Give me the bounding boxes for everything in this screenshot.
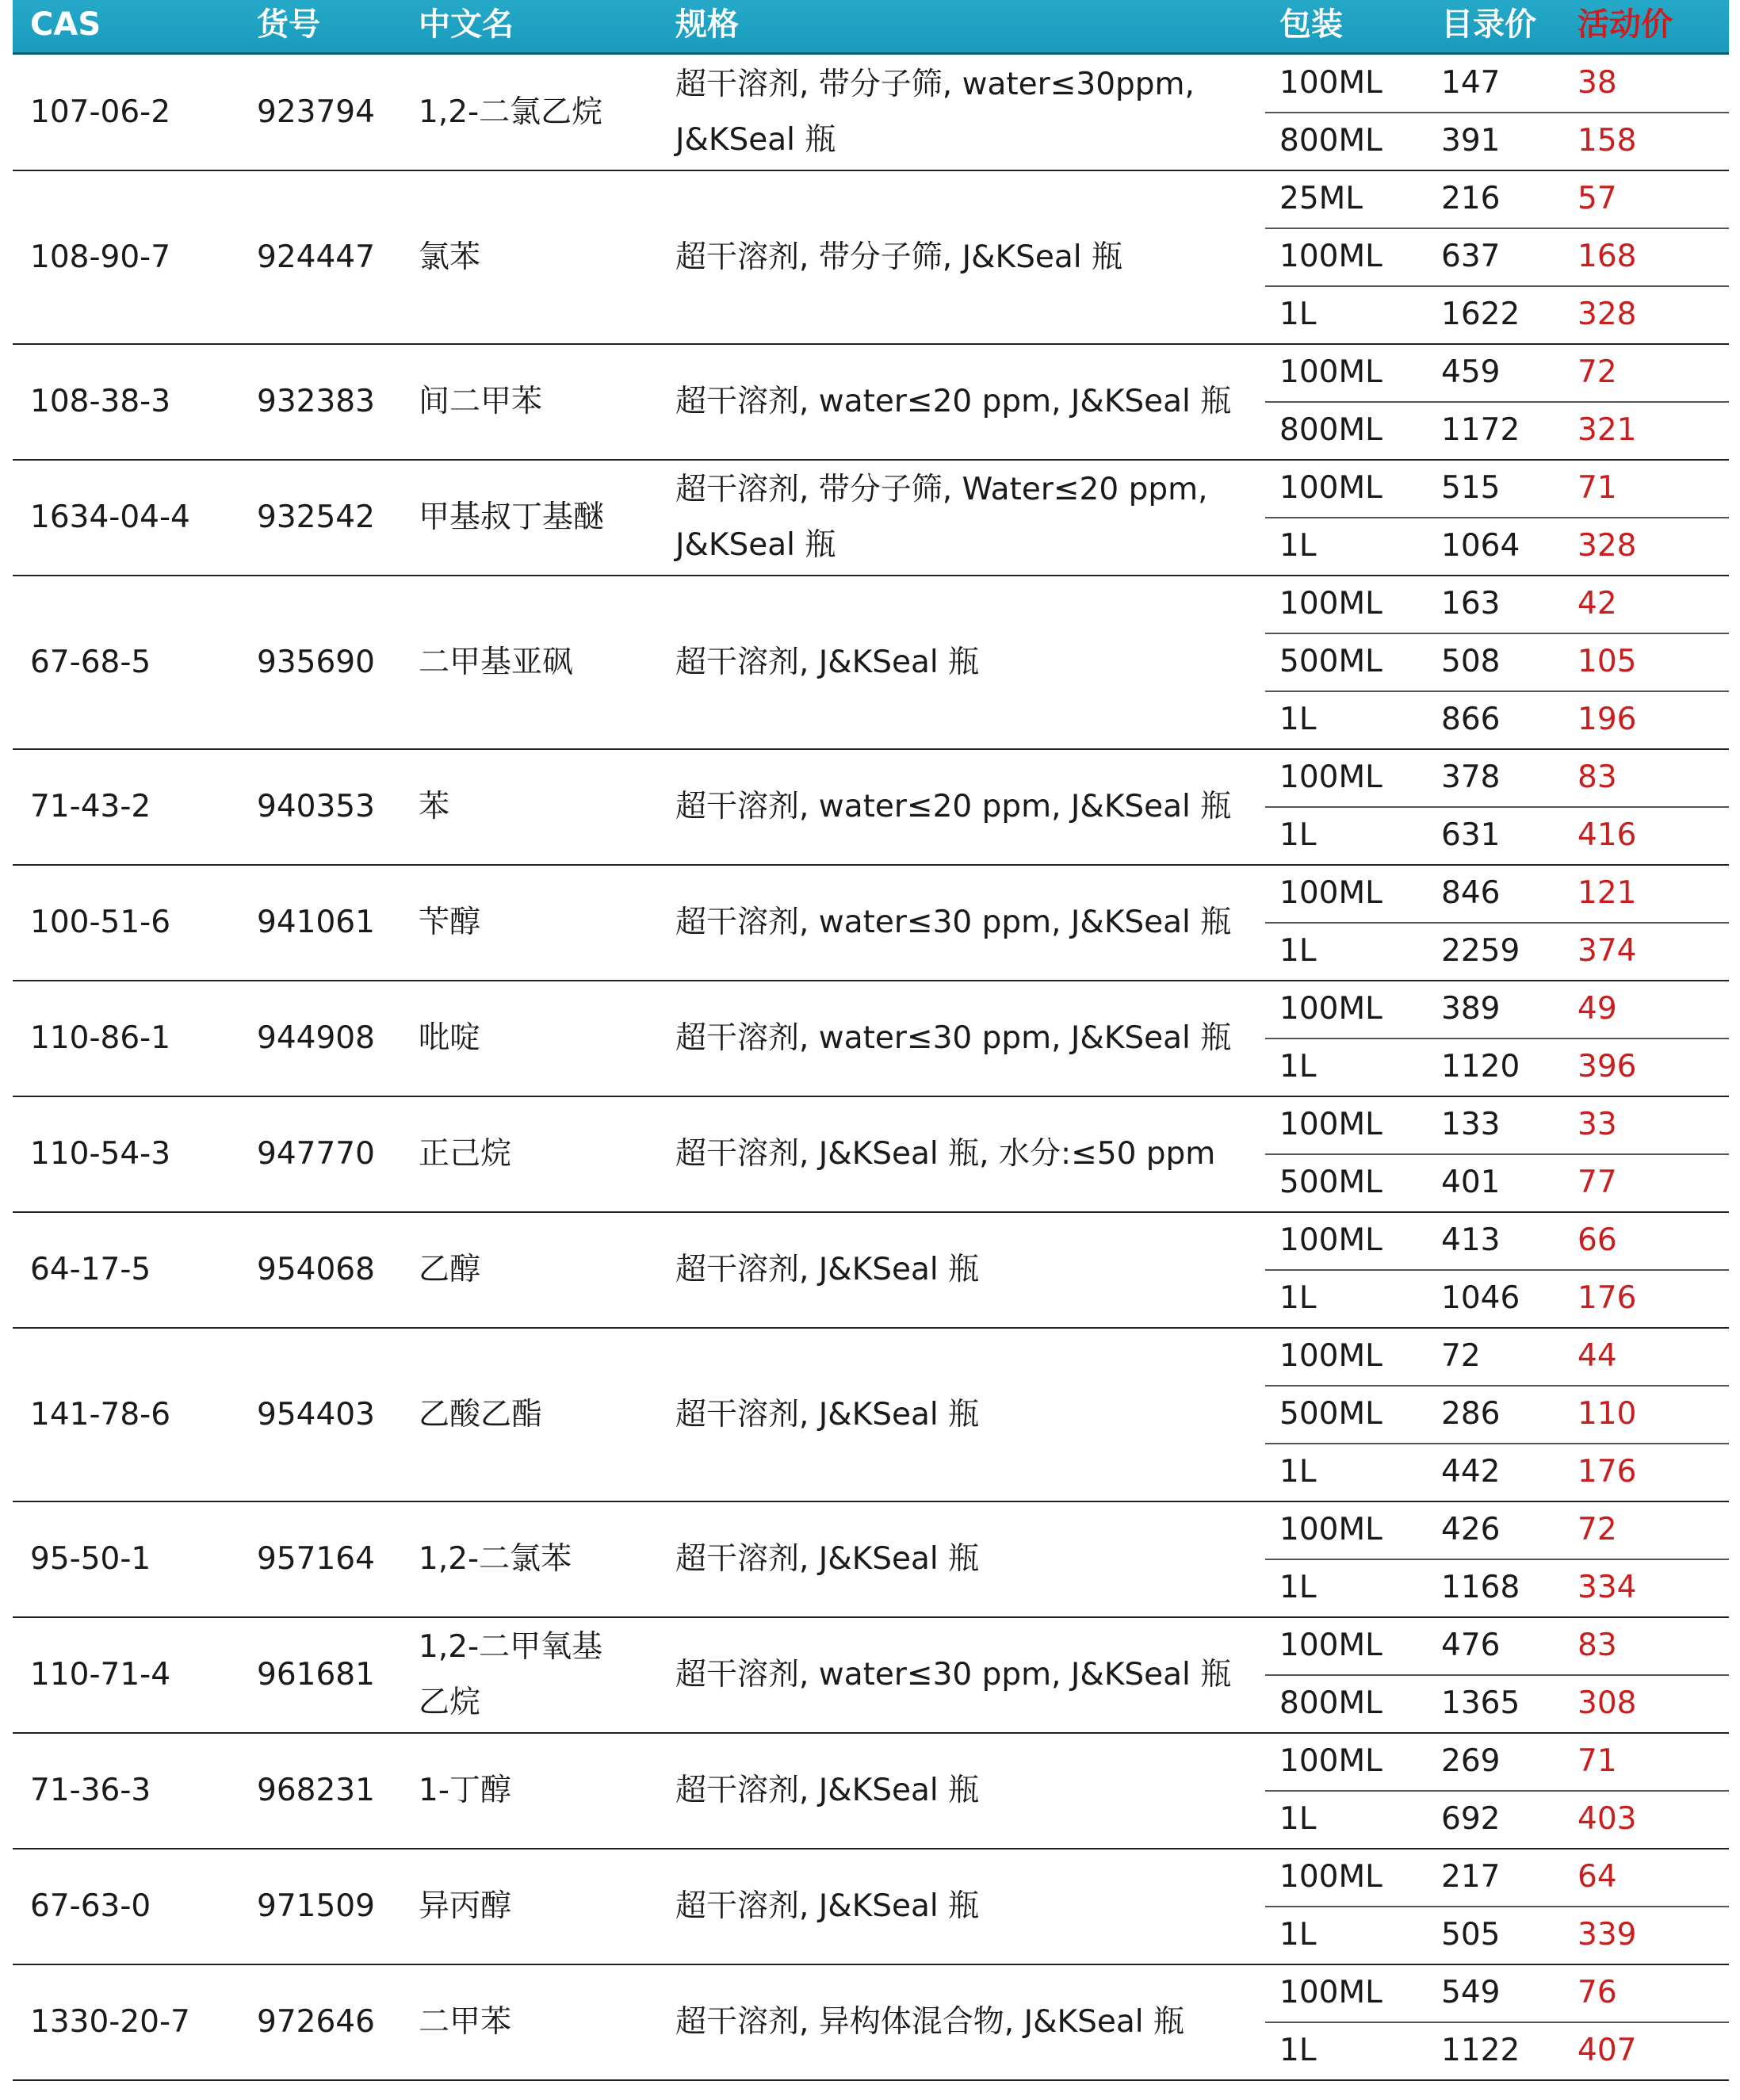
item-number: 932383	[257, 384, 375, 419]
cas-number: 108-90-7	[30, 239, 171, 275]
header-cn-name: 中文名	[419, 6, 514, 43]
list-price: 1365	[1441, 1685, 1520, 1721]
package-size: 100ML	[1279, 1859, 1382, 1895]
package-size: 800ML	[1279, 1685, 1382, 1721]
item-number: 954403	[257, 1396, 375, 1433]
header-item-no: 货号	[257, 6, 320, 43]
list-price: 549	[1441, 1975, 1501, 2010]
specification: 超干溶剂, water≤30 ppm, J&KSeal 瓶	[675, 905, 1232, 940]
header-cas: CAS	[30, 6, 101, 43]
cas-number: 110-54-3	[30, 1136, 171, 1172]
promo-price: 308	[1577, 1685, 1637, 1721]
list-price: 1046	[1441, 1280, 1520, 1316]
row-divider	[13, 2079, 1729, 2081]
item-number: 961681	[257, 1657, 375, 1693]
item-number: 923794	[257, 94, 375, 130]
promo-price: 44	[1577, 1338, 1617, 1374]
item-number: 935690	[257, 644, 375, 680]
specification: 超干溶剂, J&KSeal 瓶, 水分:≤50 ppm	[675, 1136, 1216, 1172]
cas-number: 67-63-0	[30, 1888, 151, 1924]
promo-price: 72	[1577, 1512, 1617, 1547]
promo-price: 83	[1577, 759, 1617, 795]
item-number: 944908	[257, 1020, 375, 1056]
promo-price: 72	[1577, 354, 1617, 390]
chinese-name: 苯	[419, 789, 450, 824]
promo-price: 396	[1577, 1049, 1637, 1084]
specification: 超干溶剂, 带分子筛, water≤30ppm,	[675, 67, 1195, 102]
specification: 超干溶剂, J&KSeal 瓶	[675, 1541, 980, 1577]
chinese-name: 1-丁醇	[419, 1773, 511, 1808]
promo-price: 416	[1577, 817, 1637, 853]
cas-number: 108-38-3	[30, 384, 171, 419]
promo-price: 339	[1577, 1917, 1637, 1953]
item-number: 954068	[257, 1252, 375, 1287]
promo-price: 66	[1577, 1222, 1617, 1258]
list-price: 508	[1441, 644, 1501, 679]
promo-price: 105	[1577, 644, 1637, 679]
specification: 超干溶剂, 带分子筛, Water≤20 ppm,	[675, 472, 1208, 507]
list-price: 442	[1441, 1454, 1501, 1490]
package-size: 100ML	[1279, 875, 1382, 911]
list-price: 413	[1441, 1222, 1501, 1258]
cas-number: 110-71-4	[30, 1657, 171, 1693]
package-size: 1L	[1279, 933, 1317, 969]
list-price: 426	[1441, 1512, 1501, 1547]
promo-price: 168	[1577, 239, 1637, 274]
item-number: 968231	[257, 1773, 375, 1808]
specification: 超干溶剂, water≤30 ppm, J&KSeal 瓶	[675, 1657, 1232, 1693]
package-size: 100ML	[1279, 1512, 1382, 1547]
list-price: 1168	[1441, 1570, 1520, 1605]
list-price: 2259	[1441, 933, 1520, 969]
specification: 超干溶剂, J&KSeal 瓶	[675, 1773, 980, 1808]
promo-price: 374	[1577, 933, 1637, 969]
cas-number: 64-17-5	[30, 1252, 151, 1287]
cas-number: 1330-20-7	[30, 2004, 190, 2040]
package-size: 100ML	[1279, 1743, 1382, 1779]
package-size: 1L	[1279, 1454, 1317, 1490]
promo-price: 77	[1577, 1165, 1617, 1200]
package-size: 1L	[1279, 1280, 1317, 1316]
list-price: 216	[1441, 181, 1501, 216]
specification: 超干溶剂, water≤20 ppm, J&KSeal 瓶	[675, 384, 1232, 419]
chinese-name: 间二甲苯	[419, 384, 543, 419]
promo-price: 176	[1577, 1454, 1637, 1490]
promo-price: 403	[1577, 1801, 1637, 1837]
chinese-name: 苄醇	[419, 905, 481, 940]
promo-price: 57	[1577, 181, 1617, 216]
promo-price: 110	[1577, 1396, 1637, 1432]
list-price: 1622	[1441, 296, 1520, 332]
specification: 超干溶剂, water≤20 ppm, J&KSeal 瓶	[675, 789, 1232, 824]
package-size: 100ML	[1279, 239, 1382, 274]
package-size: 100ML	[1279, 1107, 1382, 1142]
list-price: 459	[1441, 354, 1501, 390]
promo-price: 328	[1577, 528, 1637, 564]
package-size: 100ML	[1279, 354, 1382, 390]
item-number: 940353	[257, 789, 375, 824]
promo-price: 76	[1577, 1975, 1617, 2010]
chinese-name: 乙酸乙酯	[419, 1396, 543, 1433]
header-list-price: 目录价	[1441, 6, 1536, 43]
package-size: 1L	[1279, 1049, 1317, 1084]
promo-price: 176	[1577, 1280, 1637, 1316]
specification: 超干溶剂, J&KSeal 瓶	[675, 644, 980, 680]
cas-number: 71-36-3	[30, 1773, 151, 1808]
list-price: 391	[1441, 123, 1501, 159]
promo-price: 158	[1577, 123, 1637, 159]
header-spec: 规格	[675, 6, 739, 43]
specification: 超干溶剂, J&KSeal 瓶	[675, 1888, 980, 1924]
package-size: 1L	[1279, 1917, 1317, 1953]
list-price: 1120	[1441, 1049, 1520, 1084]
chinese-name: 1,2-二氯乙烷	[419, 94, 603, 130]
list-price: 631	[1441, 817, 1501, 853]
chinese-name: 吡啶	[419, 1020, 481, 1056]
promo-price: 328	[1577, 296, 1637, 332]
chinese-name: 二甲基亚砜	[419, 644, 574, 680]
specification: 超干溶剂, 带分子筛, J&KSeal 瓶	[675, 239, 1122, 275]
list-price: 1064	[1441, 528, 1520, 564]
item-number: 924447	[257, 239, 375, 275]
package-size: 100ML	[1279, 65, 1382, 101]
list-price: 515	[1441, 470, 1501, 506]
item-number: 941061	[257, 905, 375, 940]
cas-number: 100-51-6	[30, 905, 171, 940]
list-price: 133	[1441, 1107, 1501, 1142]
table-header	[13, 0, 1729, 55]
list-price: 1172	[1441, 412, 1520, 448]
specification: 超干溶剂, J&KSeal 瓶	[675, 1252, 980, 1287]
cas-number: 107-06-2	[30, 94, 171, 130]
package-size: 100ML	[1279, 991, 1382, 1027]
specification: 超干溶剂, water≤30 ppm, J&KSeal 瓶	[675, 1020, 1232, 1056]
specification: 超干溶剂, J&KSeal 瓶	[675, 1396, 980, 1433]
specification: 超干溶剂, 异构体混合物, J&KSeal 瓶	[675, 2004, 1184, 2040]
promo-price: 49	[1577, 991, 1617, 1027]
list-price: 476	[1441, 1628, 1501, 1663]
chinese-name: 乙醇	[419, 1252, 481, 1287]
promo-price: 42	[1577, 586, 1617, 622]
list-price: 401	[1441, 1165, 1501, 1200]
specification: J&KSeal 瓶	[675, 122, 836, 158]
item-number: 972646	[257, 2004, 375, 2040]
list-price: 286	[1441, 1396, 1501, 1432]
list-price: 692	[1441, 1801, 1501, 1837]
list-price: 217	[1441, 1859, 1501, 1895]
item-number: 957164	[257, 1541, 375, 1577]
cas-number: 1634-04-4	[30, 499, 190, 535]
package-size: 100ML	[1279, 759, 1382, 795]
package-size: 1L	[1279, 1801, 1317, 1837]
package-size: 500ML	[1279, 644, 1382, 679]
chinese-name: 氯苯	[419, 239, 481, 275]
package-size: 800ML	[1279, 123, 1382, 159]
package-size: 25ML	[1279, 181, 1363, 216]
header-package: 包装	[1279, 6, 1343, 43]
package-size: 500ML	[1279, 1165, 1382, 1200]
item-number: 932542	[257, 499, 375, 535]
package-size: 1L	[1279, 528, 1317, 564]
package-size: 100ML	[1279, 1975, 1382, 2010]
cas-number: 71-43-2	[30, 789, 151, 824]
chinese-name: 1,2-二甲氧基	[419, 1629, 603, 1665]
list-price: 163	[1441, 586, 1501, 622]
list-price: 846	[1441, 875, 1501, 911]
package-size: 1L	[1279, 702, 1317, 737]
promo-price: 64	[1577, 1859, 1617, 1895]
package-size: 500ML	[1279, 1396, 1382, 1432]
cas-number: 141-78-6	[30, 1396, 171, 1433]
list-price: 1122	[1441, 2033, 1520, 2068]
item-number: 947770	[257, 1136, 375, 1172]
cas-number: 110-86-1	[30, 1020, 171, 1056]
list-price: 269	[1441, 1743, 1501, 1779]
package-size: 1L	[1279, 2033, 1317, 2068]
promo-price: 38	[1577, 65, 1617, 101]
chinese-name: 乙烷	[419, 1685, 481, 1720]
package-size: 100ML	[1279, 1222, 1382, 1258]
item-number: 971509	[257, 1888, 375, 1924]
list-price: 147	[1441, 65, 1501, 101]
chinese-name: 1,2-二氯苯	[419, 1541, 572, 1577]
promo-price: 71	[1577, 470, 1617, 506]
cas-number: 95-50-1	[30, 1541, 151, 1577]
promo-price: 407	[1577, 2033, 1637, 2068]
package-size: 800ML	[1279, 412, 1382, 448]
promo-price: 33	[1577, 1107, 1617, 1142]
list-price: 378	[1441, 759, 1501, 795]
package-size: 1L	[1279, 1570, 1317, 1605]
package-size: 100ML	[1279, 1338, 1382, 1374]
promo-price: 196	[1577, 702, 1637, 737]
package-size: 100ML	[1279, 1628, 1382, 1663]
promo-price: 334	[1577, 1570, 1637, 1605]
chinese-name: 二甲苯	[419, 2004, 512, 2040]
chinese-name: 异丙醇	[419, 1888, 512, 1924]
cas-number: 67-68-5	[30, 644, 151, 680]
list-price: 505	[1441, 1917, 1501, 1953]
list-price: 637	[1441, 239, 1501, 274]
list-price: 389	[1441, 991, 1501, 1027]
promo-price: 321	[1577, 412, 1637, 448]
list-price: 72	[1441, 1338, 1481, 1374]
package-size: 1L	[1279, 296, 1317, 332]
list-price: 866	[1441, 702, 1501, 737]
specification: J&KSeal 瓶	[675, 527, 836, 563]
package-size: 100ML	[1279, 470, 1382, 506]
promo-price: 71	[1577, 1743, 1617, 1779]
promo-price: 83	[1577, 1628, 1617, 1663]
header-promo-price: 活动价	[1577, 6, 1673, 43]
promo-price: 121	[1577, 875, 1637, 911]
chinese-name: 甲基叔丁基醚	[419, 499, 605, 535]
chinese-name: 正己烷	[419, 1136, 512, 1172]
package-size: 1L	[1279, 817, 1317, 853]
package-size: 100ML	[1279, 586, 1382, 622]
